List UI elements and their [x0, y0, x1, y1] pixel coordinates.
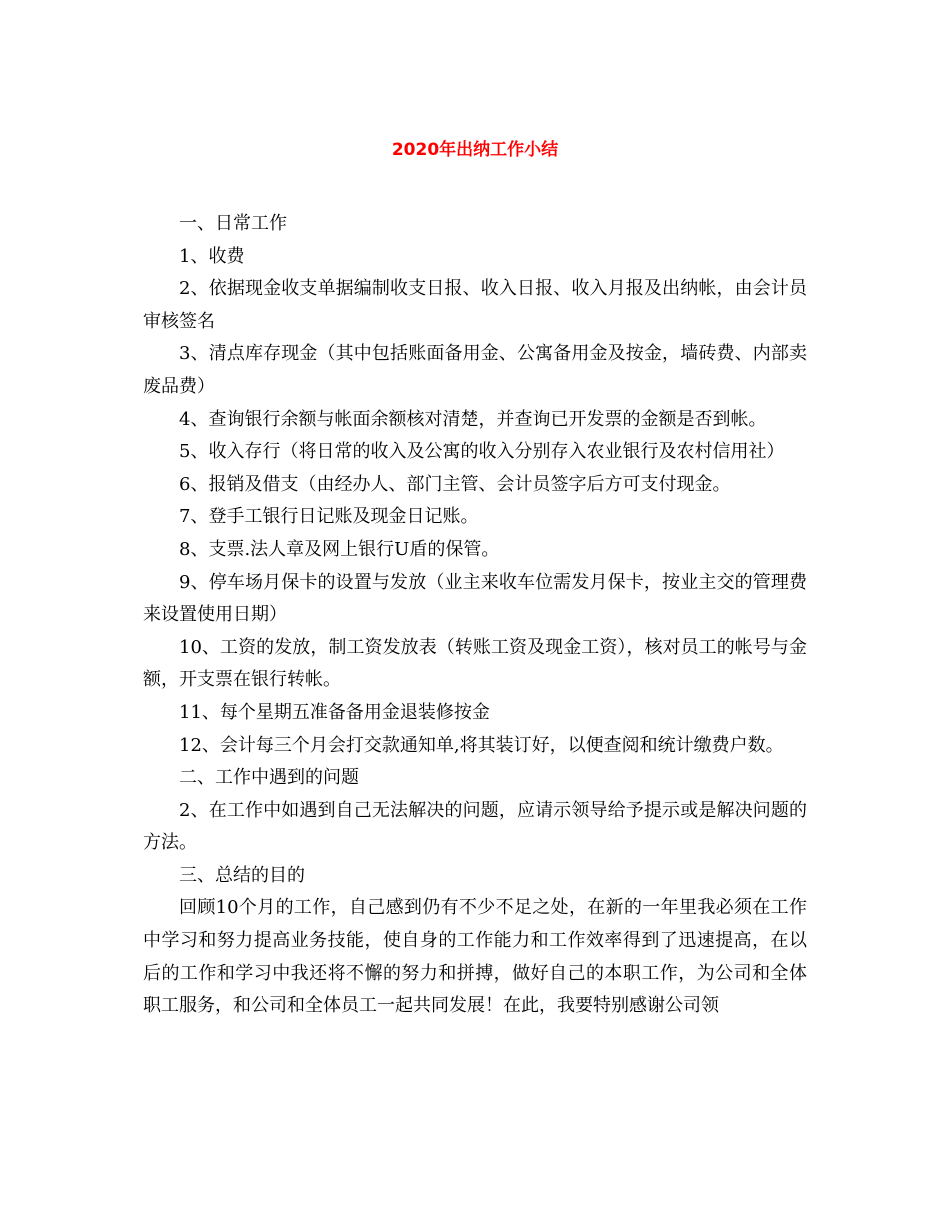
section-heading: 一、日常工作	[179, 213, 287, 234]
section-heading: 三、总结的目的	[179, 864, 305, 886]
list-item: 1、收费	[179, 245, 245, 267]
list-item: 10、工资的发放，制工资发放表（转账工资及现金工资），核对员工的帐号与金额，开支票在银行转帐。	[143, 636, 807, 691]
list-item: 2、依据现金收支单据编制收支日报、收入日报、收入月报及出纳帐，由会计员审核签名	[143, 278, 807, 332]
list-item: 2、在工作中如遇到自己无法解决的问题，应请示领导给予提示或是解决问题的方法。	[143, 799, 807, 854]
list-item: 9、停车场月保卡的设置与发放（业主来收车位需发月保卡，按业主交的管理费来设置使用日期）	[143, 571, 807, 626]
body-paragraph: 回顾10个月的工作，自己感到仍有不少不足之处，在新的一年里我必须在工作中学习和努力提高业务技能，使自身的工作能力和工作效率得到了迅速提高，在以后的工作和学习中我还将不懈的努力和拼搏，做好自己的本职工作，为公司和全体职工服务，和公司和全体员工一起共同发展！在此，我要特别感谢公司领	[143, 897, 807, 1017]
document-title: 2020年出纳工作小结	[391, 140, 559, 160]
list-item: 6、报销及借支（由经办人、部门主管、会计员签字后方可支付现金。	[179, 473, 731, 495]
list-item: 4、查询银行余额与帐面余额核对清楚，并查询已开发票的金额是否到帐。	[179, 408, 767, 430]
list-item: 8、支票.法人章及网上银行U盾的保管。	[179, 538, 500, 560]
list-item: 12、会计每三个月会打交款通知单,将其装订好，以便查阅和统计缴费户数。	[179, 734, 784, 756]
section-heading: 二、工作中遇到的问题	[179, 767, 359, 789]
list-item: 11、每个星期五准备备用金退装修按金	[179, 701, 490, 723]
list-item: 5、收入存行（将日常的收入及公寓的收入分别存入农业银行及农村信用社）	[179, 441, 785, 463]
document-body	[143, 208, 807, 1023]
list-item: 3、清点库存现金（其中包括账面备用金、公寓备用金及按金，墙砖费、内部卖废品费）	[143, 343, 807, 397]
list-item: 7、登手工银行日记账及现金日记账。	[179, 506, 479, 528]
